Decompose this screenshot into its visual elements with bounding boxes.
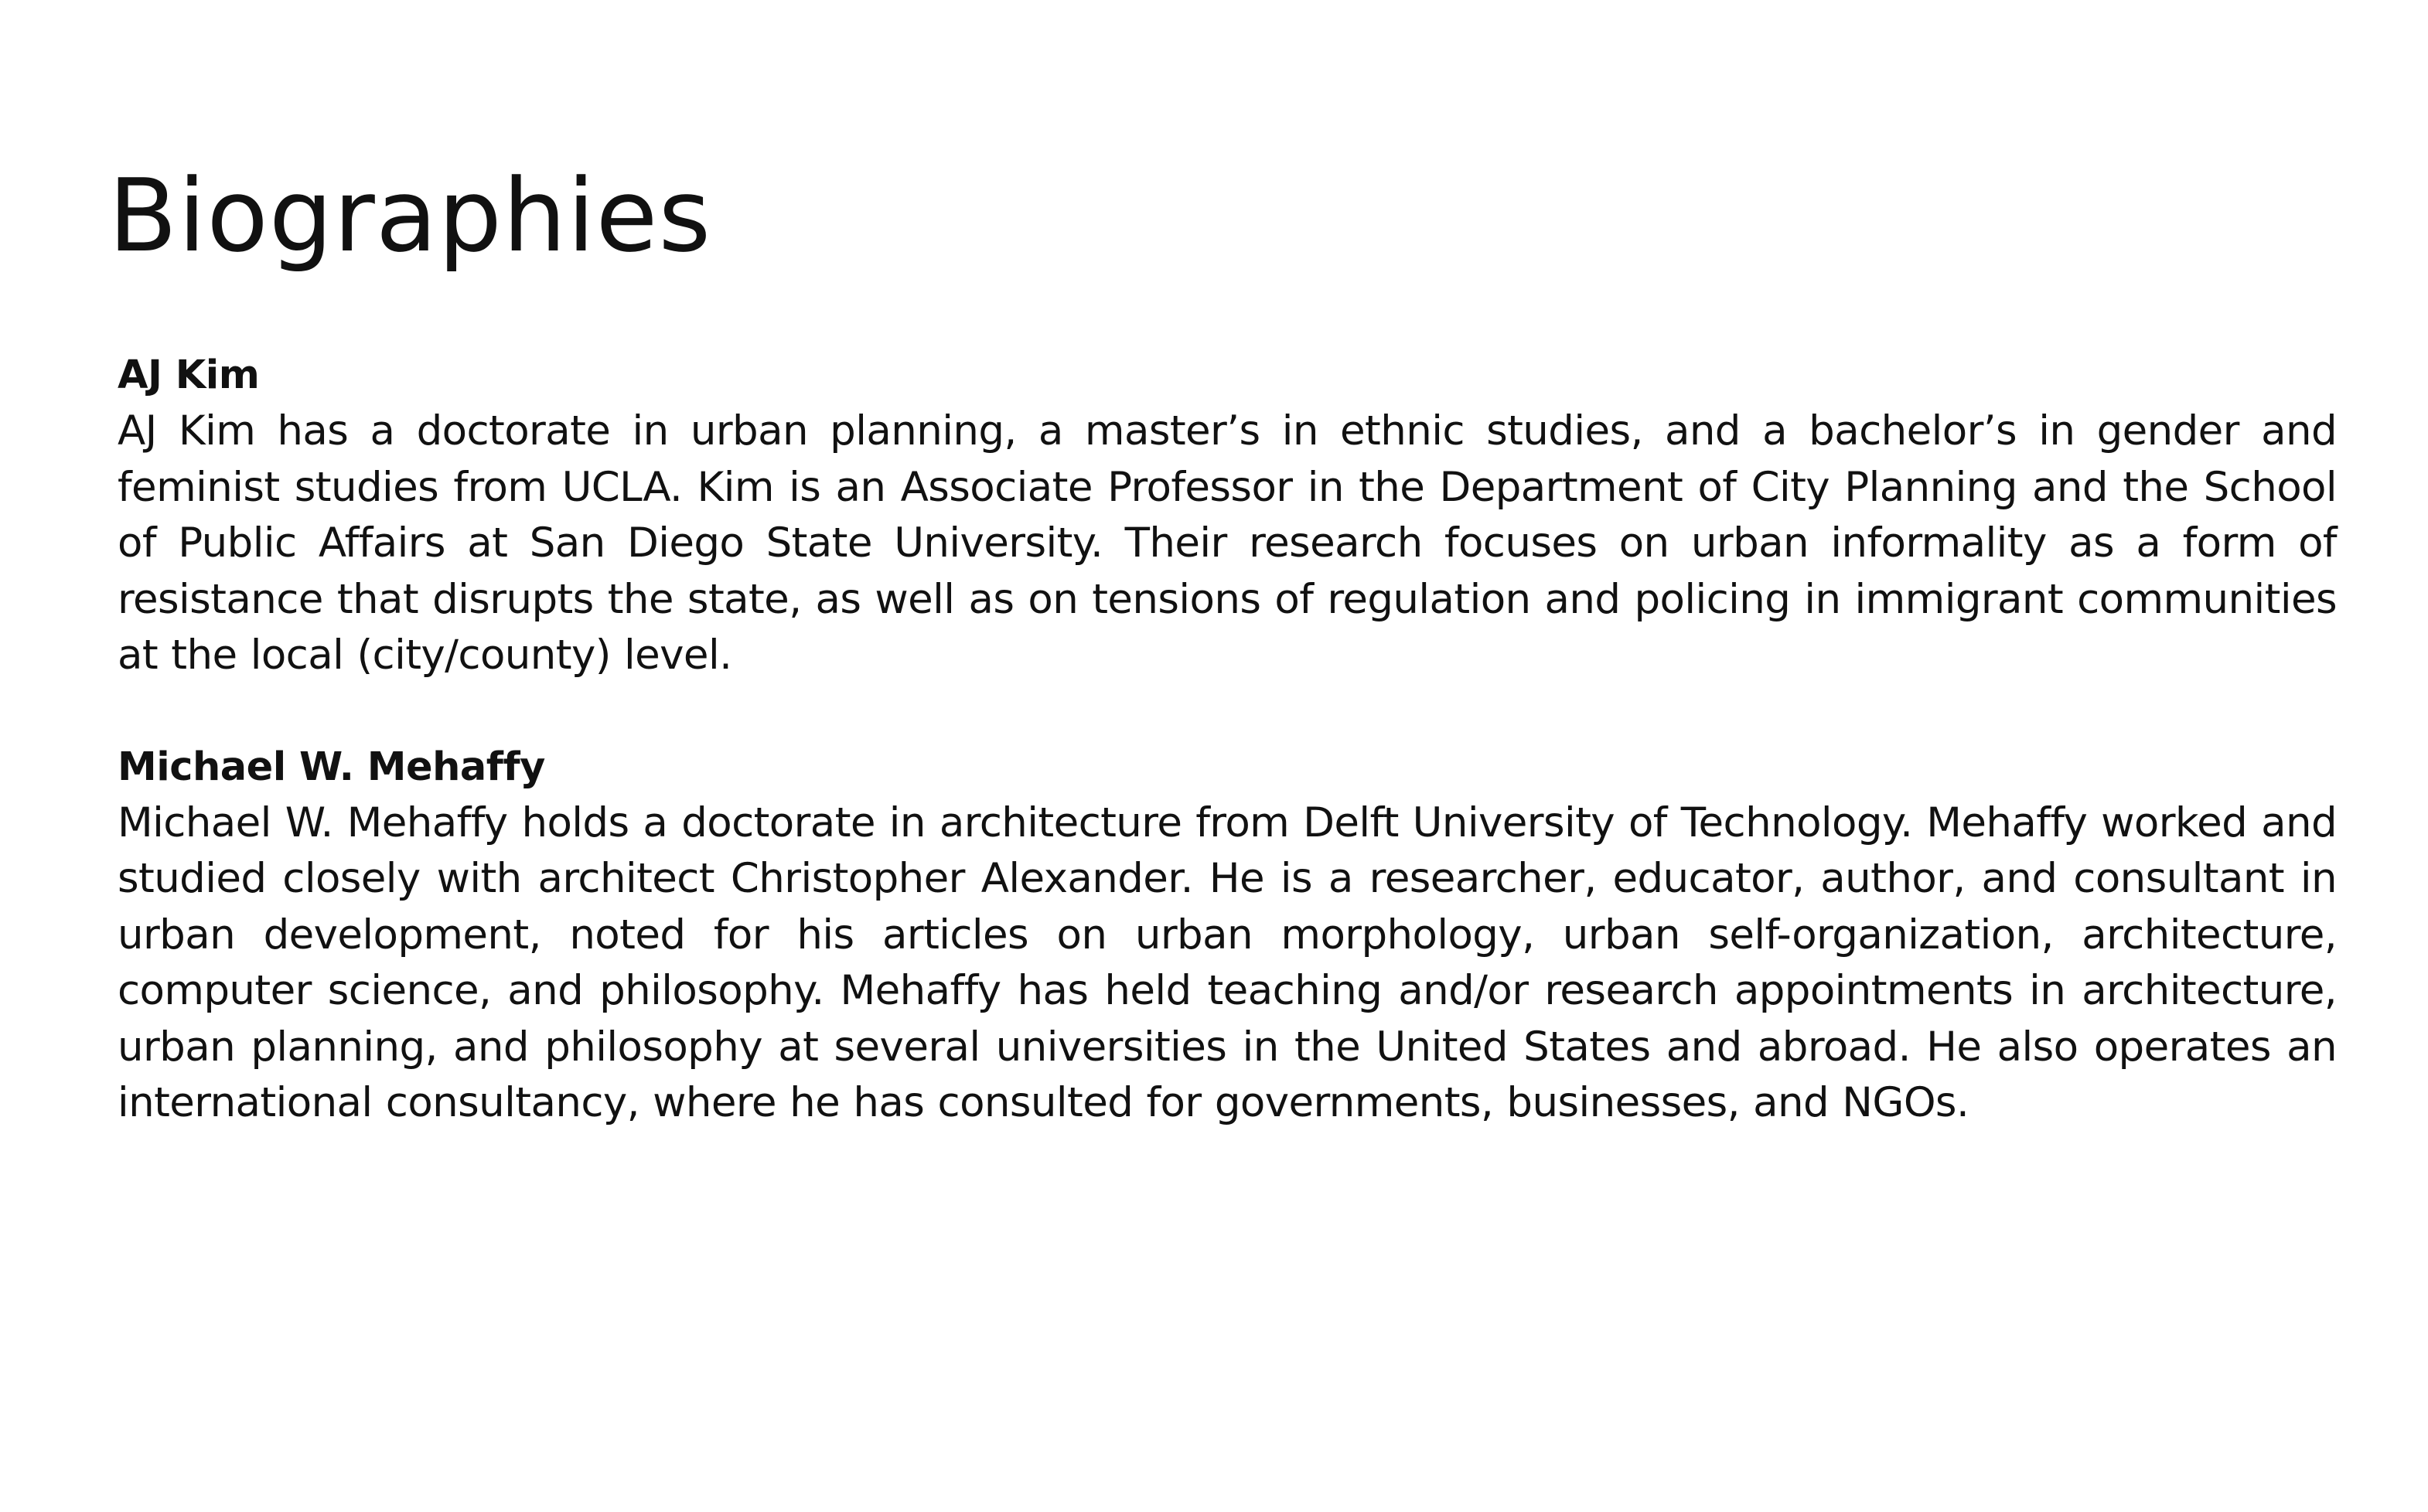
bio-entry-aj-kim bbox=[118, 348, 2337, 684]
biographies-section bbox=[118, 348, 2337, 1132]
bio-text: AJ Kim has a doctorate in urban planning, a master’s in ethnic studies, and a bachelor’s in gender and feminist studies from UCLA. Kim is an Associate Professor in the Department of City Planning and the School of Public Affairs at San Diego State University. Their research focuses on urban informality as a form of resistance that disrupts the state, as well as on tensions of regulation and policing in immigrant communities at the local (city/county) level. bbox=[118, 407, 2337, 679]
bio-name: Michael W. Mehaffy bbox=[118, 744, 545, 790]
page-title: Biographies bbox=[108, 157, 712, 274]
bio-text: Michael W. Mehaffy holds a doctorate in architecture from Delft University of Technology. Mehaffy worked and studied closely with architect Christopher Alexander. He is a researcher, educator, author, and consultant in urban development, noted for his articles on urban morphology, urban self-organization, architecture, computer science, and philosophy. Mehaffy has held teaching and/or research appointments in architecture, urban planning, and philosophy at several universities in the United States and abroad. He also operates an international consultancy, where he has consulted for governments, businesses, and NGOs. bbox=[118, 799, 2337, 1126]
bio-name: AJ Kim bbox=[118, 352, 260, 398]
bio-entry-michael-mehaffy bbox=[118, 740, 2337, 1132]
